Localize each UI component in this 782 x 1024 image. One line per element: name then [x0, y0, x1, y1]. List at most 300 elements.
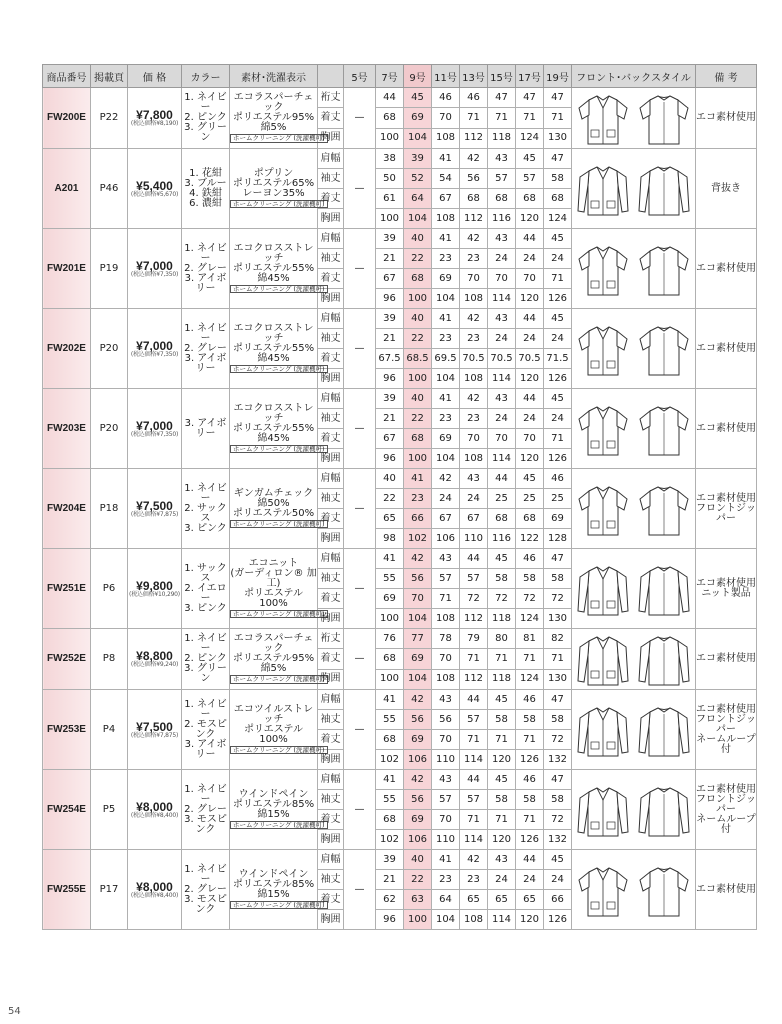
size-value: 118	[488, 128, 516, 148]
size-value: 58	[544, 169, 572, 189]
table-row	[43, 629, 757, 649]
size-value: 67	[432, 189, 460, 209]
size-value: 100	[404, 910, 432, 930]
size-value: 67.5	[376, 349, 404, 369]
size-value: 41	[432, 229, 460, 249]
size-value: 71	[516, 649, 544, 669]
size-value: 71	[488, 649, 516, 669]
color-option: 6. 濃紺	[189, 197, 222, 209]
price-with-tax: (税込価格¥8,190)	[130, 120, 179, 127]
color-option: 2. グレー	[184, 883, 227, 895]
catalog-page-ref: P20	[91, 309, 128, 389]
size-value: 108	[432, 669, 460, 689]
size-value: 68	[376, 730, 404, 750]
size-5-value: —	[344, 469, 376, 549]
measure-label: 胸囲	[318, 449, 344, 469]
size-value: 56	[404, 710, 432, 730]
price-cell	[128, 690, 182, 770]
size-value: 21	[376, 329, 404, 349]
size-value: 104	[432, 449, 460, 469]
measure-label: 袖丈	[318, 710, 344, 730]
size-value: 22	[404, 409, 432, 429]
size-value: 44	[516, 229, 544, 249]
measure-label: 袖丈	[318, 569, 344, 589]
size-value: 63	[404, 890, 432, 910]
catalog-page-ref: P5	[91, 770, 128, 850]
size-value: 22	[404, 329, 432, 349]
measure-label: 着丈	[318, 189, 344, 209]
size-value: 24	[432, 489, 460, 509]
size-value: 71.5	[544, 349, 572, 369]
color-list	[182, 309, 230, 389]
size-value: 44	[516, 389, 544, 409]
material-cell	[230, 149, 325, 229]
style-illustration	[572, 850, 696, 930]
material-cell	[230, 229, 325, 309]
size-value: 25	[488, 489, 516, 509]
catalog-page-ref: P6	[91, 549, 128, 629]
color-option: 3. アイボリー	[184, 272, 227, 294]
size-value: 78	[432, 629, 460, 649]
table-row	[43, 229, 757, 249]
size-value: 69	[432, 429, 460, 449]
catalog-page-ref: P4	[91, 690, 128, 770]
catalog-page-ref: P46	[91, 149, 128, 229]
size-value: 96	[376, 369, 404, 389]
price-cell	[128, 229, 182, 309]
size-value: 69.5	[432, 349, 460, 369]
size-value: 114	[488, 449, 516, 469]
garment-pair	[572, 399, 695, 459]
size-value: 47	[544, 690, 572, 710]
material-line: エコツイルストレッチ	[233, 703, 314, 725]
material-line: エコクロスストレッチ	[233, 402, 314, 424]
size-value: 98	[376, 529, 404, 549]
size-value: 41	[376, 549, 404, 569]
size-value: 23	[460, 409, 488, 429]
size-value: 68	[376, 810, 404, 830]
material-cell	[230, 309, 325, 389]
color-option: 3. モスピンク	[184, 893, 227, 915]
size-value: 56	[432, 710, 460, 730]
size-value: 24	[544, 249, 572, 269]
color-option: 2. イエロー	[184, 582, 227, 604]
remark-line: フロントジッパー	[696, 793, 756, 815]
size-value: 108	[460, 910, 488, 930]
size-value: 40	[404, 389, 432, 409]
size-value: 45	[544, 389, 572, 409]
measure-label: 着丈	[318, 890, 344, 910]
color-option: 1. ネイビー	[184, 92, 227, 113]
style-illustration	[572, 629, 696, 690]
size-value: 38	[376, 149, 404, 169]
size-value: 71	[544, 108, 572, 128]
color-option: 3. グリーン	[184, 663, 227, 684]
product-code: FW202E	[43, 309, 91, 389]
product-code: FW254E	[43, 770, 91, 850]
color-option: 3. ピンク	[184, 602, 227, 614]
measure-label: 袖丈	[318, 329, 344, 349]
size-value: 126	[544, 449, 572, 469]
care-label: ホームクリーニング (洗濯機可)	[230, 365, 328, 374]
size-value: 41	[376, 690, 404, 710]
size-value: 43	[460, 469, 488, 489]
size-value: 41	[432, 149, 460, 169]
size-value: 58	[544, 790, 572, 810]
size-value: 65	[488, 890, 516, 910]
material-line: ポリエステル50%	[232, 507, 315, 519]
price-with-tax: (税込価格¥7,875)	[130, 510, 179, 518]
table-row	[43, 770, 757, 790]
header-remarks: 備 考	[696, 65, 757, 88]
size-value: 42	[404, 690, 432, 710]
price-with-tax: (税込価格¥7,350)	[130, 270, 179, 278]
size-value: 72	[488, 589, 516, 609]
remarks-cell	[696, 549, 757, 629]
style-illustration	[572, 690, 696, 770]
size-value: 69	[432, 269, 460, 289]
measure-label: 肩幅	[318, 549, 344, 569]
material-cell	[230, 690, 325, 770]
color-option: 1. ネイビー	[184, 482, 227, 504]
size-value: 112	[460, 209, 488, 229]
size-value: 132	[544, 750, 572, 770]
remark-line: エコ素材使用	[696, 342, 756, 354]
material-line: ポリエステル100%	[243, 723, 304, 745]
size-value: 66	[544, 890, 572, 910]
price: ¥7,800	[136, 108, 173, 122]
size-value: 40	[376, 469, 404, 489]
size-value: 72	[544, 589, 572, 609]
price-with-tax: (税込価格¥7,350)	[130, 430, 179, 438]
material-line: 綿5%	[260, 122, 287, 133]
size-value: 68.5	[404, 349, 432, 369]
size-value: 24	[460, 489, 488, 509]
material-line: 綿45%	[257, 432, 290, 444]
size-value: 24	[544, 329, 572, 349]
remark-line: フロントジッパー	[696, 713, 756, 735]
color-option: 1. ネイビー	[184, 242, 227, 264]
material-line: ポリエステル100%	[243, 587, 304, 609]
material-line: エコニット	[248, 557, 299, 569]
material-line: ウインドペイン	[238, 868, 309, 880]
size-value: 106	[404, 830, 432, 850]
size-value: 124	[516, 669, 544, 689]
garment-pair	[572, 559, 695, 619]
size-value: 114	[488, 910, 516, 930]
size-value: 120	[516, 209, 544, 229]
size-value: 69	[404, 108, 432, 128]
color-option: 4. 鉄紺	[189, 187, 222, 199]
size-value: 122	[516, 529, 544, 549]
size-value: 44	[516, 309, 544, 329]
material-line: 綿5%	[260, 663, 287, 674]
measure-label: 肩幅	[318, 149, 344, 169]
garment-front-icon	[575, 559, 631, 619]
size-value: 71	[516, 730, 544, 750]
size-value: 70	[432, 730, 460, 750]
size-value: 114	[488, 289, 516, 309]
measure-label: 胸囲	[318, 750, 344, 770]
size-value: 116	[488, 529, 516, 549]
size-value: 112	[460, 609, 488, 629]
size-value: 47	[516, 88, 544, 108]
care-label: ホームクリーニング (洗濯機可)	[230, 134, 328, 143]
remark-line: エコ素材使用	[696, 492, 756, 504]
size-value: 71	[460, 649, 488, 669]
measure-label: 着丈	[318, 429, 344, 449]
table-row	[43, 389, 757, 409]
garment-pair	[572, 860, 695, 920]
size-value: 47	[544, 770, 572, 790]
measure-label: 袖丈	[318, 790, 344, 810]
size-value: 42	[460, 309, 488, 329]
size-value: 69	[404, 649, 432, 669]
price-cell	[128, 850, 182, 930]
garment-back-icon	[636, 399, 692, 459]
color-option: 2. ピンク	[184, 112, 227, 123]
size-value: 45	[516, 469, 544, 489]
garment-pair	[572, 780, 695, 840]
size-value: 57	[432, 790, 460, 810]
size-value: 102	[404, 529, 432, 549]
size-value: 82	[544, 629, 572, 649]
size-value: 126	[544, 289, 572, 309]
size-value: 70.5	[488, 349, 516, 369]
size-value: 58	[488, 790, 516, 810]
size-value: 120	[488, 830, 516, 850]
size-value: 69	[404, 730, 432, 750]
material-line: 綿45%	[257, 272, 290, 284]
color-option: 1. ネイビー	[184, 322, 227, 344]
remark-line: エコ素材使用	[696, 783, 756, 795]
color-option: 3. アイボリー	[184, 352, 227, 374]
remarks-cell	[696, 690, 757, 770]
size-value: 71	[544, 269, 572, 289]
size-value: 22	[404, 870, 432, 890]
remark-line: エコ素材使用	[696, 262, 756, 274]
size-value: 71	[544, 429, 572, 449]
price-cell	[128, 549, 182, 629]
size-value: 25	[544, 489, 572, 509]
size-value: 100	[404, 449, 432, 469]
size-value: 72	[544, 730, 572, 750]
style-illustration	[572, 88, 696, 149]
size-value: 42	[460, 389, 488, 409]
color-option: 3. グリーン	[184, 122, 227, 143]
remark-line: エコ素材使用	[696, 577, 756, 589]
size-value: 104	[404, 609, 432, 629]
size-value: 132	[544, 830, 572, 850]
size-value: 130	[544, 669, 572, 689]
measure-label: 肩幅	[318, 850, 344, 870]
size-value: 54	[432, 169, 460, 189]
size-value: 106	[404, 750, 432, 770]
remark-line: 背抜き	[711, 182, 741, 194]
size-value: 120	[516, 369, 544, 389]
size-value: 57	[460, 710, 488, 730]
size-value: 57	[488, 169, 516, 189]
material-line: ポリエステル95%	[232, 653, 315, 664]
measure-label: 胸囲	[318, 529, 344, 549]
material-line: エコクロスストレッチ	[233, 322, 314, 344]
measure-label: 着丈	[318, 649, 344, 669]
size-value: 44	[460, 549, 488, 569]
size-value: 114	[488, 369, 516, 389]
measure-label: 胸囲	[318, 609, 344, 629]
size-value: 46	[460, 88, 488, 108]
catalog-page-ref: P19	[91, 229, 128, 309]
catalog-page-ref: P8	[91, 629, 128, 690]
size-value: 45	[516, 149, 544, 169]
size-value: 23	[432, 409, 460, 429]
color-list	[182, 88, 230, 149]
color-list	[182, 549, 230, 629]
color-list	[182, 149, 230, 229]
garment-pair	[572, 319, 695, 379]
measure-label: 肩幅	[318, 229, 344, 249]
color-option: 3. アイボリー	[184, 417, 227, 439]
garment-back-icon	[636, 700, 692, 760]
size-value: 72	[516, 589, 544, 609]
size-value: 70	[404, 589, 432, 609]
material-line: ポプリン	[253, 167, 294, 179]
size-value: 40	[404, 229, 432, 249]
garment-front-icon	[575, 479, 631, 539]
material-cell	[230, 549, 325, 629]
price: ¥7,000	[136, 338, 173, 353]
size-value: 64	[404, 189, 432, 209]
measure-label: 胸囲	[318, 910, 344, 930]
size-value: 68	[544, 189, 572, 209]
size-value: 42	[432, 469, 460, 489]
size-5-value: —	[344, 309, 376, 389]
size-value: 55	[376, 569, 404, 589]
size-value: 108	[460, 369, 488, 389]
care-label: ホームクリーニング (洗濯機可)	[230, 285, 328, 294]
size-value: 68	[376, 108, 404, 128]
size-value: 70.5	[460, 349, 488, 369]
size-value: 71	[460, 730, 488, 750]
size-value: 57	[460, 569, 488, 589]
size-value: 79	[460, 629, 488, 649]
size-value: 43	[432, 770, 460, 790]
size-value: 41	[432, 850, 460, 870]
garment-back-icon	[636, 88, 692, 148]
size-value: 80	[488, 629, 516, 649]
price: ¥5,400	[136, 178, 173, 193]
catalog-page-ref: P20	[91, 389, 128, 469]
measure-label: 着丈	[318, 730, 344, 750]
color-option: 3. ピンク	[184, 522, 227, 534]
size-value: 120	[516, 289, 544, 309]
size-value: 120	[488, 750, 516, 770]
price: ¥7,000	[136, 258, 173, 273]
garment-back-icon	[636, 479, 692, 539]
size-value: 46	[516, 770, 544, 790]
material-line: ポリエステル55%	[232, 422, 315, 434]
material-cell	[230, 629, 325, 690]
measure-label: 裄丈	[318, 88, 344, 108]
price: ¥8,000	[136, 799, 173, 814]
size-value: 41	[404, 469, 432, 489]
size-value: 71	[460, 810, 488, 830]
size-value: 58	[516, 710, 544, 730]
table-row	[43, 690, 757, 710]
measure-label: 袖丈	[318, 409, 344, 429]
material-line: ポリエステル85%	[232, 878, 315, 890]
care-label: ホームクリーニング (洗濯機可)	[230, 675, 328, 684]
measure-label: 肩幅	[318, 389, 344, 409]
size-value: 56	[404, 790, 432, 810]
measure-label: 胸囲	[318, 669, 344, 689]
size-value: 69	[404, 810, 432, 830]
size-value: 69	[376, 589, 404, 609]
price-cell	[128, 770, 182, 850]
size-value: 45	[404, 88, 432, 108]
size-value: 42	[460, 149, 488, 169]
care-label: ホームクリーニング (洗濯機可)	[230, 520, 328, 529]
table-row	[43, 149, 757, 169]
size-value: 45	[544, 229, 572, 249]
color-option: 1. 花紺	[189, 167, 222, 179]
remark-line: エコ素材使用	[696, 883, 756, 895]
size-value: 100	[404, 289, 432, 309]
size-value: 44	[376, 88, 404, 108]
material-line: 綿15%	[257, 888, 290, 900]
size-value: 66	[404, 509, 432, 529]
catalog-page-ref: P18	[91, 469, 128, 549]
garment-front-icon	[575, 860, 631, 920]
size-value: 21	[376, 249, 404, 269]
size-value: 128	[544, 529, 572, 549]
header-size-13: 13号	[460, 65, 488, 88]
price-with-tax: (税込価格¥7,875)	[130, 731, 179, 739]
remarks-cell	[696, 229, 757, 309]
size-value: 112	[460, 128, 488, 148]
material-line: エコラスパーチェック	[233, 633, 314, 654]
size-value: 81	[516, 629, 544, 649]
product-code: FW251E	[43, 549, 91, 629]
material-line: エコラスパーチェック	[233, 92, 314, 113]
remarks-cell	[696, 629, 757, 690]
size-value: 116	[488, 209, 516, 229]
garment-back-icon	[636, 239, 692, 299]
size-value: 23	[404, 489, 432, 509]
size-value: 110	[460, 529, 488, 549]
size-value: 42	[460, 229, 488, 249]
measure-label: 裄丈	[318, 629, 344, 649]
size-value: 24	[544, 870, 572, 890]
material-cell	[230, 389, 325, 469]
size-value: 58	[544, 569, 572, 589]
table-row	[43, 309, 757, 329]
color-option: 1. ネイビー	[184, 863, 227, 885]
size-value: 114	[460, 830, 488, 850]
size-value: 72	[544, 810, 572, 830]
product-code: FW255E	[43, 850, 91, 930]
size-value: 67	[376, 429, 404, 449]
size-value: 67	[460, 509, 488, 529]
garment-front-icon	[575, 629, 631, 689]
remark-line: エコ素材使用	[696, 112, 756, 123]
garment-pair	[572, 88, 695, 148]
size-5-value: —	[344, 549, 376, 629]
size-value: 23	[460, 329, 488, 349]
color-option: 3. ブルー	[184, 177, 227, 189]
size-value: 96	[376, 289, 404, 309]
size-value: 71	[488, 108, 516, 128]
